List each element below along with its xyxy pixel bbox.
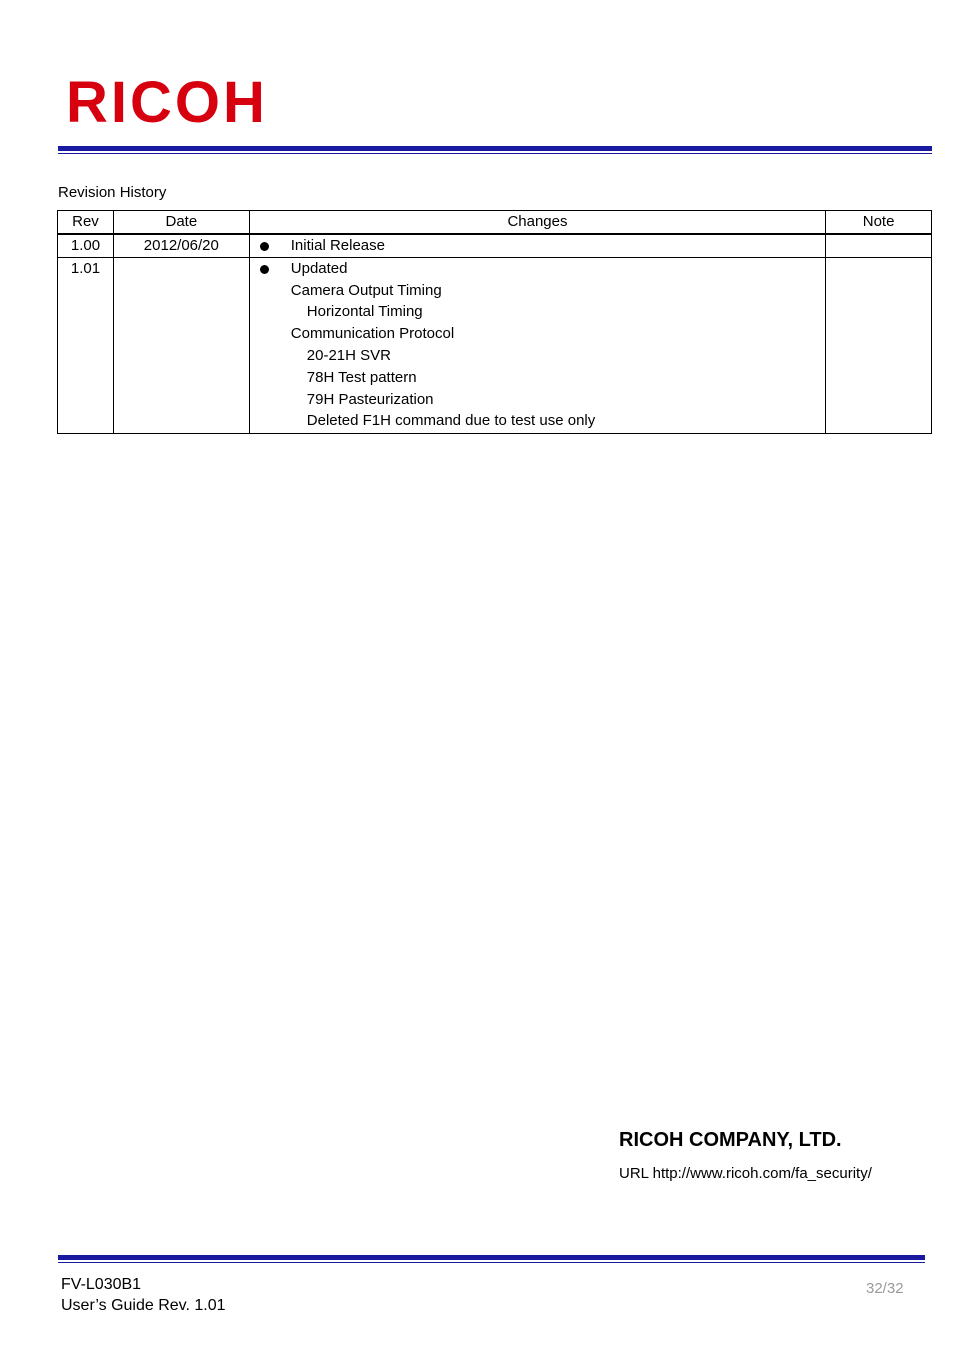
date-cell: 2012/06/20 xyxy=(113,234,249,257)
column-header-date: Date xyxy=(113,211,249,235)
bullet-icon xyxy=(260,265,269,274)
change-subitem: 78H Test pattern xyxy=(306,368,417,386)
change-subitem: Deleted F1H command due to test use only xyxy=(306,412,596,430)
revision-table xyxy=(57,210,932,434)
change-subitem: 79H Pasteurization xyxy=(306,390,434,408)
footer-model: FV-L030B1 xyxy=(61,1276,142,1293)
change-subitem: Horizontal Timing xyxy=(306,303,423,321)
change-item: Initial Release xyxy=(290,237,385,254)
footer-document-info xyxy=(61,1274,226,1316)
date-cell xyxy=(113,257,249,433)
footer-rule xyxy=(58,1255,925,1260)
company-name: RICOH COMPANY, LTD. xyxy=(619,1129,842,1151)
note-cell xyxy=(826,234,932,257)
footer-rule-thin xyxy=(58,1262,925,1263)
revision-history-title: Revision History xyxy=(58,184,167,201)
note-cell xyxy=(826,257,932,433)
column-header-changes: Changes xyxy=(249,211,825,235)
revision-table-header xyxy=(58,211,932,235)
change-item: Updated xyxy=(290,259,348,277)
header-rule xyxy=(58,146,932,151)
table-row xyxy=(58,234,932,257)
bullet-icon xyxy=(260,242,269,251)
column-header-note: Note xyxy=(826,211,932,235)
company-url: URL http://www.ricoh.com/fa_security/ xyxy=(619,1165,872,1182)
page-number: 32/32 xyxy=(866,1280,904,1297)
change-subitem: Communication Protocol xyxy=(290,325,455,343)
rev-cell: 1.00 xyxy=(58,234,114,257)
change-subitem: 20-21H SVR xyxy=(306,346,391,364)
change-subitem: Camera Output Timing xyxy=(290,281,442,299)
changes-cell xyxy=(249,234,825,257)
ricoh-logo: RICOH xyxy=(66,70,268,135)
changes-cell xyxy=(249,257,825,433)
rev-cell: 1.01 xyxy=(58,257,114,433)
table-row xyxy=(58,257,932,433)
footer-guide: User’s Guide Rev. 1.01 xyxy=(61,1297,226,1314)
column-header-rev: Rev xyxy=(58,211,114,235)
header-rule-thin xyxy=(58,153,932,154)
